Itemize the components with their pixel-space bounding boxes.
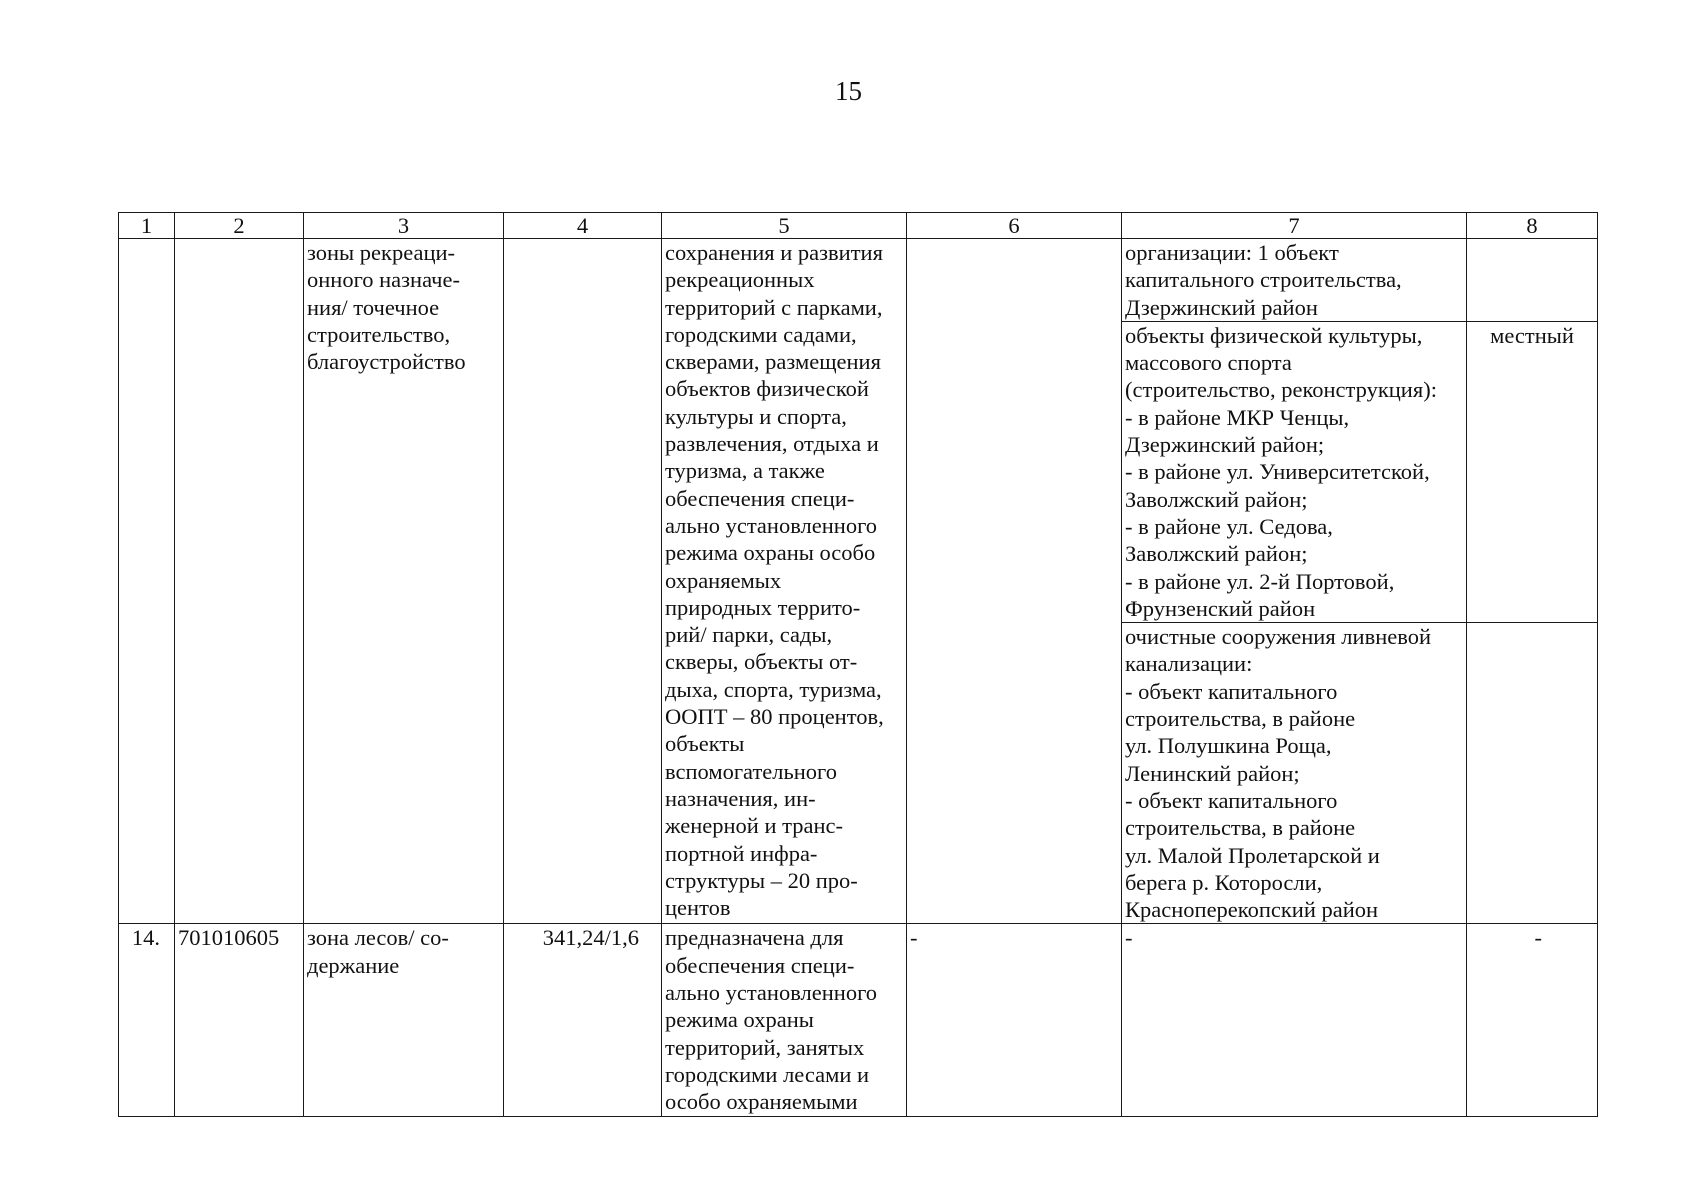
header-row (119, 213, 1598, 239)
cell-scope: - (1467, 924, 1598, 1116)
header-col-1: 1 (119, 213, 175, 239)
cell-scope-c (1467, 623, 1598, 924)
cell-objects-sport: объекты физической культуры, массового спорта (строительство, реконструкция): - в районе МКР Ченцы, Дзержинский район; - в районе ул. Университетской, Заволжский район; - в районе ул. Седова, Заволжский район; - в районе ул. 2-й Портовой, Фрунзенский район (1122, 321, 1467, 622)
cell-row-number: 14. (119, 924, 175, 1116)
cell-area: 341,24/1,6 (504, 924, 662, 1116)
cell-zone-name: зоны рекреаци- онного назначе- ния/ точечное строительство, благоустройство (304, 239, 504, 924)
header-col-4: 4 (504, 213, 662, 239)
table-row (119, 239, 1598, 322)
header-col-8: 8 (1467, 213, 1598, 239)
cell-col6 (907, 239, 1122, 924)
cell-zone-code (175, 239, 304, 924)
cell-objects-organizations: организации: 1 объект капитального строительства, Дзержинский район (1122, 239, 1467, 322)
cell-scope-a (1467, 239, 1598, 322)
cell-col6: - (907, 924, 1122, 1116)
cell-zone-name: зона лесов/ со- держание (304, 924, 504, 1116)
zoning-table (118, 212, 1598, 1117)
cell-row-number (119, 239, 175, 924)
cell-purpose: предназначена для обеспечения специ- ально установленного режима охраны территорий, занятых городскими лесами и особо охраняемыми (662, 924, 907, 1116)
header-col-2: 2 (175, 213, 304, 239)
table-row (119, 924, 1598, 1116)
header-col-6: 6 (907, 213, 1122, 239)
header-col-3: 3 (304, 213, 504, 239)
cell-objects-sewer: очистные сооружения ливневой канализации: - объект капитального строительства, в районе ул. Полушкина Роща, Ленинский район; - объект капитального строительства, в районе ул. Малой Пролетарской и берега р. Которосли, Красноперекопский район (1122, 623, 1467, 924)
page-number: 15 (835, 76, 862, 106)
cell-area (504, 239, 662, 924)
cell-scope-b: местный (1467, 321, 1598, 622)
header-col-5: 5 (662, 213, 907, 239)
cell-purpose: сохранения и развития рекреационных территорий с парками, городскими садами, скверами, размещения объектов физической культуры и спорта, развлечения, отдыха и туризма, а также обеспечения специ- ально установленного режима охраны особо охраняемых природных террито- рий/ парки, сады, скверы, объекты от- дыха, спорта, туризма, ООПТ – 80 процентов, объекты вспомогательного назначения, ин- женерной и транс- портной инфра- структуры – 20 про- центов (662, 239, 907, 924)
header-col-7: 7 (1122, 213, 1467, 239)
cell-objects: - (1122, 924, 1467, 1116)
cell-zone-code: 701010605 (175, 924, 304, 1116)
